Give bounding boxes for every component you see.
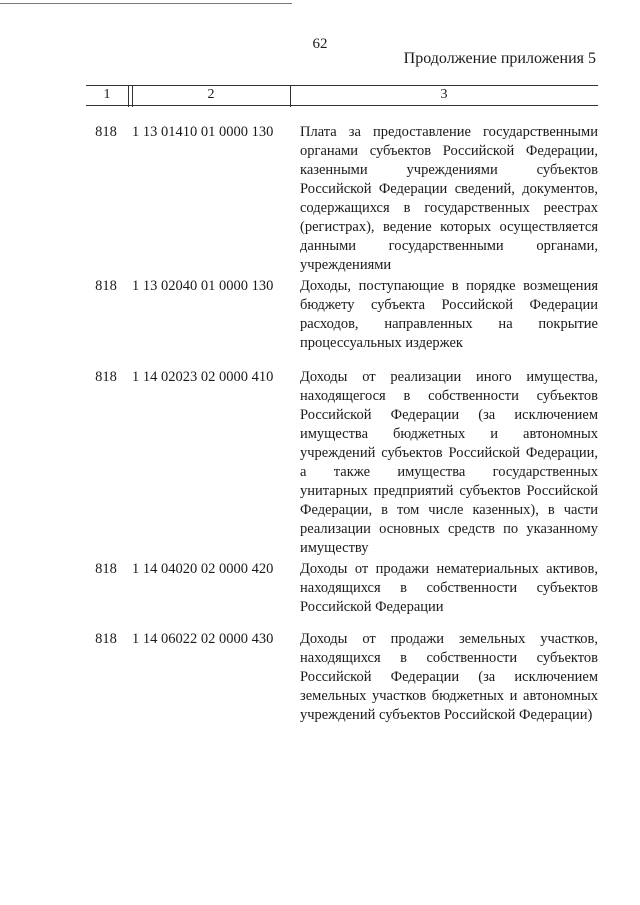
income-description: Плата за предоставление государственными органами субъектов Российской Федерации, казенными учреждениями субъектов Российской Федерации сведений, документов, содержащихся в государственных реестрах (регистрах), ведение которых осуществляется данными государственными органами, учреждениями — [300, 124, 598, 273]
budget-code: 1 13 02040 01 0000 130 — [132, 278, 274, 294]
income-description: Доходы, поступающие в порядке возмещения бюджету субъекта Российской Федерации расходов, направленных на покрытие процессуальных издержек — [300, 278, 598, 351]
budget-code: 1 14 02023 02 0000 410 — [132, 369, 274, 385]
admin-code: 818 — [95, 278, 117, 294]
admin-code: 818 — [95, 561, 117, 577]
budget-code: 1 14 06022 02 0000 430 — [132, 631, 274, 647]
header-col-3: 3 — [440, 87, 448, 102]
income-description: Доходы от реализации иного имущества, находящегося в собственности субъектов Российской Федерации (за исключением имущества бюджетных и автономных учреждений субъектов Российской Федерации, а также имущества государственных унитарных предприятий субъектов Российской Федерации, в том числе казенных), в части реализации основных средств по указанному имуществу — [300, 369, 598, 556]
admin-code: 818 — [95, 369, 117, 385]
top-rule — [0, 0, 292, 4]
budget-code: 1 13 01410 01 0000 130 — [132, 124, 274, 140]
header-col-2: 2 — [207, 87, 215, 102]
appendix-continuation-note: Продолжение приложения 5 — [403, 50, 596, 67]
admin-code: 818 — [95, 124, 117, 140]
admin-code: 818 — [95, 631, 117, 647]
income-description: Доходы от продажи нематериальных активов, находящихся в собственности субъектов Российской Федерации — [300, 561, 598, 615]
budget-code: 1 14 04020 02 0000 420 — [132, 561, 274, 577]
table-header — [86, 85, 598, 106]
header-col-1: 1 — [103, 87, 111, 102]
page-number: 62 — [312, 36, 328, 52]
header-divider — [128, 86, 129, 107]
income-description: Доходы от продажи земельных участков, находящихся в собственности субъектов Российской Федерации (за исключением земельных участков бюджетных и автономных учреждений субъектов Российской Федерации) — [300, 631, 598, 723]
